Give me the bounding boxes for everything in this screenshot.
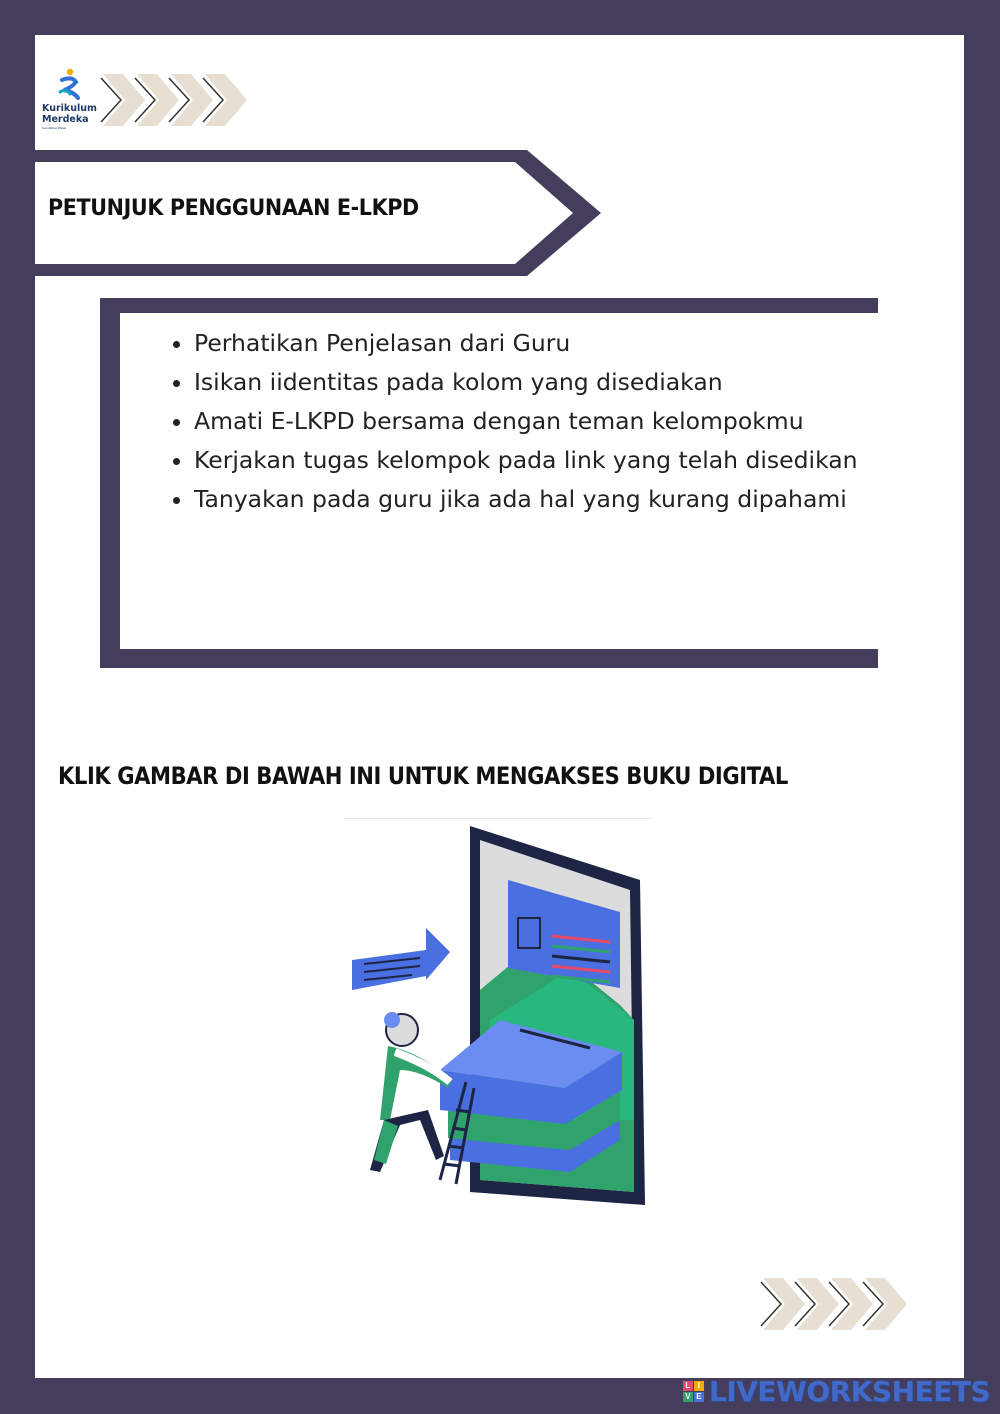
instructions-list — [168, 324, 877, 519]
divider — [345, 818, 652, 819]
list-item: • Perhatikan Penjelasan dari Guru — [194, 324, 877, 363]
watermark-text: LIVEWORKSHEETS — [708, 1374, 990, 1408]
logo-tagline: Kemdikbud Ristek — [42, 126, 67, 130]
list-item: • Tanyakan pada guru jika ada hal yang kurang dipahami — [194, 480, 877, 519]
digital-book-illustration-link[interactable] — [340, 820, 660, 1210]
list-item: • Kerjakan tugas kelompok pada link yang telah disedikan — [194, 441, 877, 480]
liveworksheets-logo-icon: L I V E — [683, 1381, 704, 1402]
chevron-decoration-bottom-icon — [759, 1276, 909, 1332]
liveworksheets-watermark[interactable] — [683, 1376, 990, 1406]
page-title: PETUNJUK PENGGUNAAN E-LKPD — [48, 196, 419, 221]
list-item: • Isikan iidentitas pada kolom yang disediakan — [194, 363, 877, 402]
chevron-decoration-top-icon — [99, 72, 249, 128]
list-item: • Amati E-LKPD bersama dengan teman kelompokmu — [194, 402, 877, 441]
section-heading: KLIK GAMBAR DI BAWAH INI UNTUK MENGAKSES BUKU DIGITAL — [58, 762, 788, 790]
logo-name: Kurikulum Merdeka — [42, 103, 97, 125]
